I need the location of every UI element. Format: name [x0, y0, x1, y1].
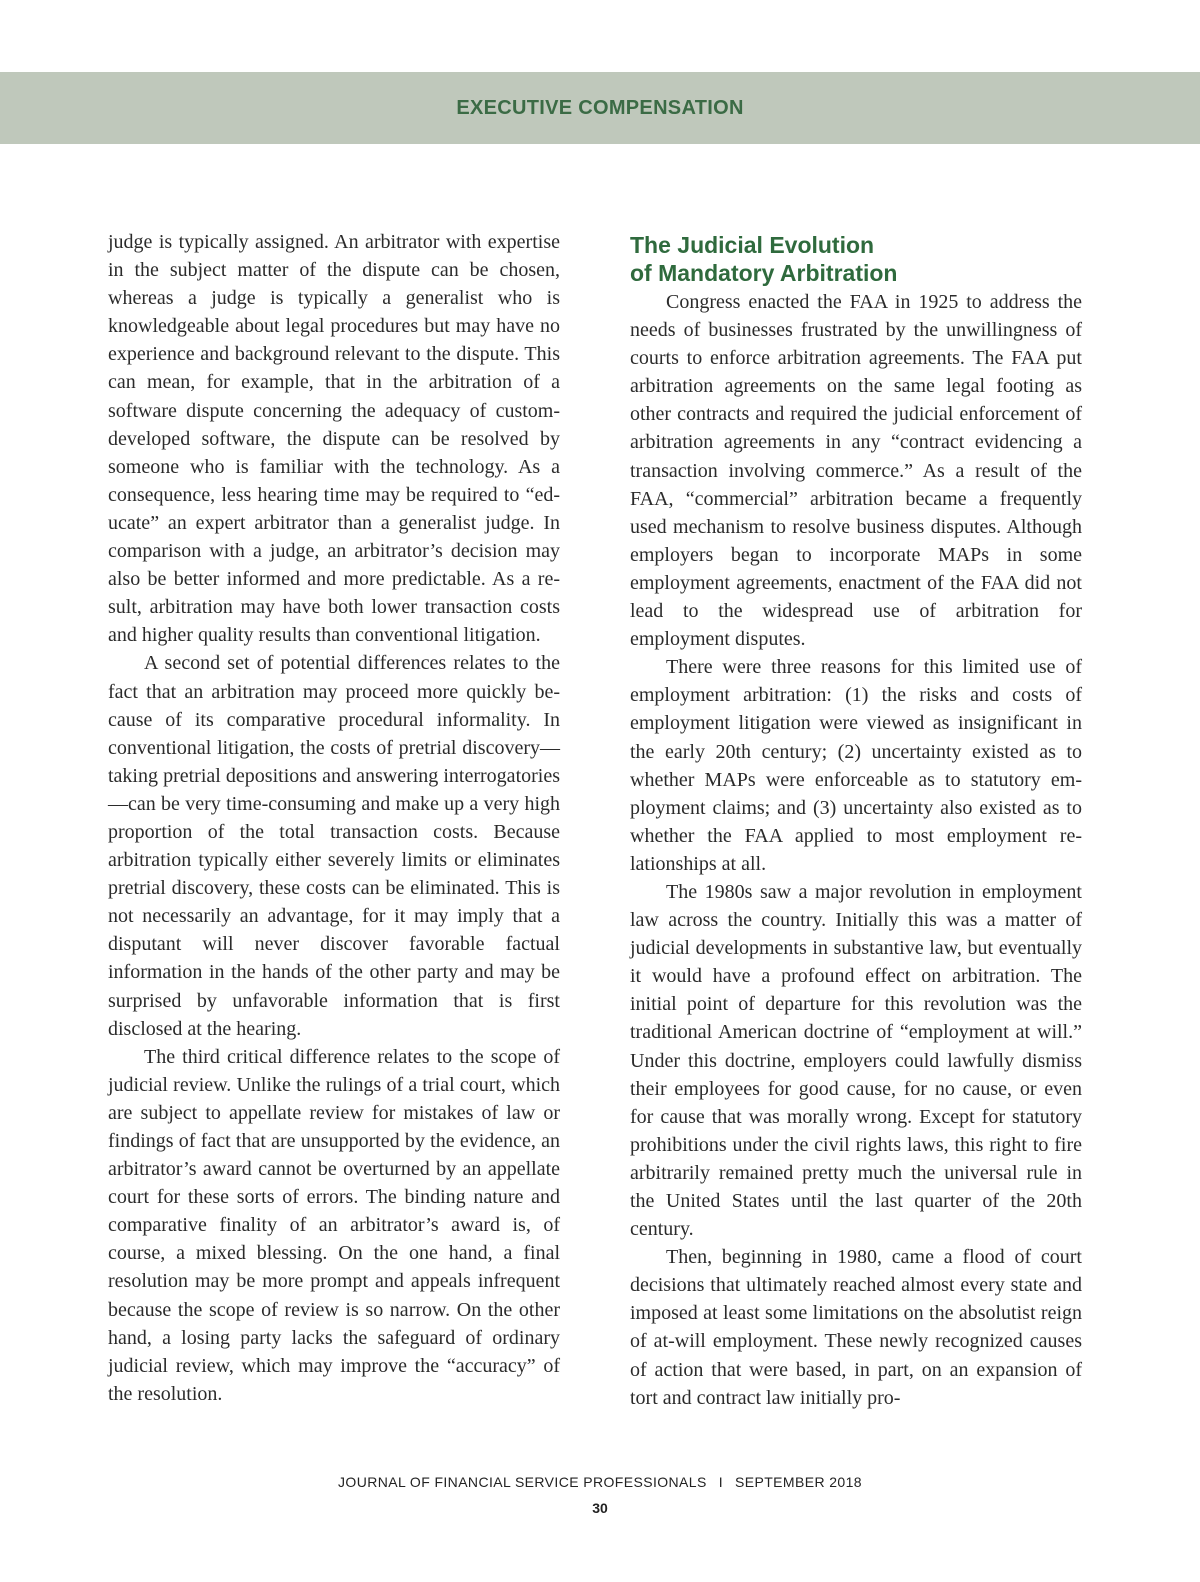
subheading-line: of Mandatory Arbitration [630, 260, 898, 286]
section-title: EXECUTIVE COMPENSATION [456, 96, 744, 119]
body-paragraph: judge is typically assigned. An arbitrator with expertise in the subject matter of the dispute can be chosen, whereas a judge is typically a generalist who is knowledgeable about legal procedures but may have no experience and background relevant to the dispute. This can mean, for example, that in the arbitration of a software dispute concerning the adequacy of custom-developed software, the dispute can be resolved by someone who is familiar with the technology. As a consequence, less hearing time may be required to “educate” an expert arbitrator than a generalist judge. In comparison with a judge, an arbitrator’s decision may also be better informed and more predictable. As a result, arbitration may have both lower transaction costs and higher quality results than conventional litigation. [108, 231, 560, 647]
body-paragraph: A second set of potential differences relates to the fact that an arbitration may proceed more quickly because of its comparative procedural informality. In conventional litigation, the costs of pretrial discovery—taking pretrial depositions and answering interrogatories—can be very time-consuming and make up a very high proportion of the total transaction costs. Because arbitration typically either severely limits or eliminates pretrial discovery, these costs can be eliminated. This is not necessarily an advantage, for it may imply that a disputant will never discover favorable factual information in the hands of the other party and may be surprised by unfavorable information that is first disclosed at the hearing. [108, 652, 560, 1040]
body-paragraph: Congress enacted the FAA in 1925 to address the needs of businesses frustrated by the unwillingness of courts to enforce arbitration agreements. The FAA put arbitration agreements on the same legal footing as other contracts and required the judicial enforcement of arbitration agreements in any “contract evidencing a transaction involving commerce.” As a result of the FAA, “commercial” arbitration became a frequently used mechanism to resolve business disputes. Although employers began to incorporate MAPs in some employment agreements, enactment of the FAA did not lead to the widespread use of arbitration for employment disputes. [630, 291, 1082, 651]
body-paragraph: The 1980s saw a major revolution in employment law across the country. Initially this was a matter of judicial developments in substantive law, but eventually it would have a profound effect on arbitration. The initial point of departure for this revolution was the traditional American doctrine of “employment at will.” Under this doctrine, employers could lawfully dismiss their employees for good cause, for no cause, or even for cause that was morally wrong. Except for statutory prohibitions under the civil rights laws, this right to fire arbitrarily remained pretty much the universal rule in the United States until the last quarter of the 20th century. [630, 880, 1082, 1241]
article-subheading [630, 231, 1082, 287]
body-paragraph: The third critical difference relates to the scope of judicial review. Unlike the rulings of a trial court, which are subject to appellate review for mistakes of law or findings of fact that are unsupported by the evidence, an arbitrator’s award cannot be overturned by an appellate court for these sorts of errors. The binding nature and comparative finality of an arbitrator’s award is, of course, a mixed blessing. On the one hand, a final resolution may be more prompt and appeals infrequent because the scope of review is so narrow. On the other hand, a losing party lacks the safeguard of ordinary judicial review, which may improve the “accuracy” of the resolution. [108, 1045, 560, 1405]
footer-journal-line [0, 1474, 1200, 1490]
journal-name: JOURNAL OF FINANCIAL SERVICE PROFESSIONALS [338, 1474, 707, 1490]
left-column [108, 228, 560, 1408]
section-header-band [0, 72, 1200, 144]
body-paragraph: Then, beginning in 1980, came a flood of court decisions that ultimately reached almost every state and imposed at least some limitations on the absolutist reign of at-will employment. These newly recognized causes of action that were based, in part, on an expansion of tort and contract law initially pro- [630, 1246, 1082, 1409]
subheading-line: The Judicial Evolution [630, 232, 875, 258]
right-column [630, 231, 1082, 1412]
issue-date: SEPTEMBER 2018 [735, 1474, 862, 1490]
body-paragraph: There were three reasons for this limited use of employment arbitration: (1) the risks and costs of employment litigation were viewed as insignificant in the early 20th century; (2) uncertainty existed as to whether MAPs were enforceable as to statutory employment claims; and (3) uncertainty also existed as to whether the FAA applied to most employment relationships at all. [630, 656, 1082, 875]
page-number: 30 [592, 1500, 608, 1516]
footer-separator: I [718, 1474, 723, 1490]
